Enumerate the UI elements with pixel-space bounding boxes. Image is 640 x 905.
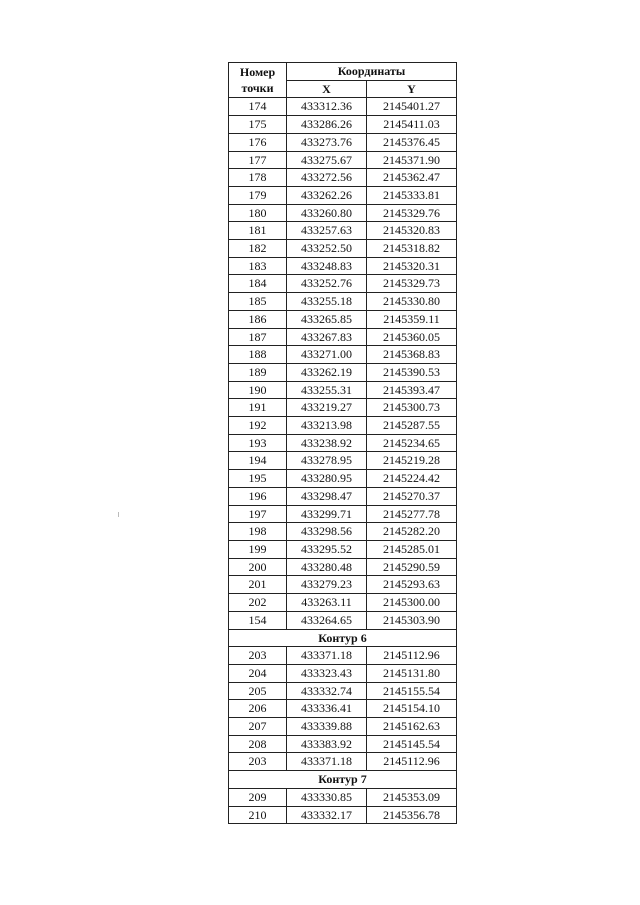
table-row bbox=[229, 98, 457, 116]
y-coordinate-cell: 2145401.27 bbox=[367, 98, 457, 116]
x-coordinate-cell: 433262.19 bbox=[287, 363, 367, 381]
point-number-cell: 178 bbox=[229, 169, 287, 187]
y-coordinate-cell: 2145368.83 bbox=[367, 346, 457, 364]
point-number-cell: 180 bbox=[229, 204, 287, 222]
point-number-cell: 207 bbox=[229, 718, 287, 736]
x-coordinate-cell: 433267.83 bbox=[287, 328, 367, 346]
table-row bbox=[229, 664, 457, 682]
x-coordinate-cell: 433332.17 bbox=[287, 806, 367, 824]
table-row bbox=[229, 310, 457, 328]
x-coordinate-cell: 433278.95 bbox=[287, 452, 367, 470]
y-coordinate-cell: 2145219.28 bbox=[367, 452, 457, 470]
x-coordinate-cell: 433312.36 bbox=[287, 98, 367, 116]
x-coordinate-cell: 433299.71 bbox=[287, 505, 367, 523]
x-coordinate-cell: 433238.92 bbox=[287, 434, 367, 452]
x-coordinate-cell: 433272.56 bbox=[287, 169, 367, 187]
table-row bbox=[229, 169, 457, 187]
table-row bbox=[229, 682, 457, 700]
y-coordinate-cell: 2145303.90 bbox=[367, 611, 457, 629]
table-row bbox=[229, 806, 457, 824]
x-header: X bbox=[287, 80, 367, 98]
table-row bbox=[229, 558, 457, 576]
point-number-cell: 176 bbox=[229, 133, 287, 151]
table-row bbox=[229, 434, 457, 452]
y-coordinate-cell: 2145224.42 bbox=[367, 470, 457, 488]
table-row bbox=[229, 116, 457, 134]
point-number-cell: 204 bbox=[229, 664, 287, 682]
y-coordinate-cell: 2145145.54 bbox=[367, 735, 457, 753]
table-row bbox=[229, 718, 457, 736]
section-label: Контур 7 bbox=[229, 771, 457, 789]
y-coordinate-cell: 2145360.05 bbox=[367, 328, 457, 346]
point-number-cell: 195 bbox=[229, 470, 287, 488]
x-coordinate-cell: 433264.65 bbox=[287, 611, 367, 629]
y-coordinate-cell: 2145329.76 bbox=[367, 204, 457, 222]
y-coordinate-cell: 2145234.65 bbox=[367, 434, 457, 452]
section-row bbox=[229, 771, 457, 789]
point-number-cell: 198 bbox=[229, 523, 287, 541]
point-number-cell: 154 bbox=[229, 611, 287, 629]
x-coordinate-cell: 433219.27 bbox=[287, 399, 367, 417]
x-coordinate-cell: 433286.26 bbox=[287, 116, 367, 134]
x-coordinate-cell: 433295.52 bbox=[287, 540, 367, 558]
y-coordinate-cell: 2145287.55 bbox=[367, 417, 457, 435]
table-row bbox=[229, 222, 457, 240]
y-coordinate-cell: 2145371.90 bbox=[367, 151, 457, 169]
table-row bbox=[229, 735, 457, 753]
table-row bbox=[229, 487, 457, 505]
y-coordinate-cell: 2145270.37 bbox=[367, 487, 457, 505]
section-label: Контур 6 bbox=[229, 629, 457, 647]
table-body bbox=[229, 98, 457, 824]
table-row bbox=[229, 505, 457, 523]
y-coordinate-cell: 2145330.80 bbox=[367, 293, 457, 311]
x-coordinate-cell: 433371.18 bbox=[287, 753, 367, 771]
table-row bbox=[229, 788, 457, 806]
y-coordinate-cell: 2145390.53 bbox=[367, 363, 457, 381]
y-coordinate-cell: 2145329.73 bbox=[367, 275, 457, 293]
x-coordinate-cell: 433339.88 bbox=[287, 718, 367, 736]
y-coordinate-cell: 2145112.96 bbox=[367, 647, 457, 665]
y-coordinate-cell: 2145320.83 bbox=[367, 222, 457, 240]
y-header: Y bbox=[367, 80, 457, 98]
point-number-cell: 205 bbox=[229, 682, 287, 700]
x-coordinate-cell: 433280.95 bbox=[287, 470, 367, 488]
y-coordinate-cell: 2145131.80 bbox=[367, 664, 457, 682]
y-coordinate-cell: 2145282.20 bbox=[367, 523, 457, 541]
y-coordinate-cell: 2145356.78 bbox=[367, 806, 457, 824]
x-coordinate-cell: 433336.41 bbox=[287, 700, 367, 718]
x-coordinate-cell: 433255.18 bbox=[287, 293, 367, 311]
y-coordinate-cell: 2145411.03 bbox=[367, 116, 457, 134]
table-row bbox=[229, 611, 457, 629]
point-number-cell: 202 bbox=[229, 594, 287, 612]
point-number-cell: 210 bbox=[229, 806, 287, 824]
point-number-cell: 193 bbox=[229, 434, 287, 452]
y-coordinate-cell: 2145318.82 bbox=[367, 240, 457, 258]
coordinates-table bbox=[228, 62, 457, 824]
section-row bbox=[229, 629, 457, 647]
table-row bbox=[229, 363, 457, 381]
x-coordinate-cell: 433273.76 bbox=[287, 133, 367, 151]
table-row bbox=[229, 470, 457, 488]
table-row bbox=[229, 700, 457, 718]
point-number-cell: 175 bbox=[229, 116, 287, 134]
table-row bbox=[229, 576, 457, 594]
x-coordinate-cell: 433332.74 bbox=[287, 682, 367, 700]
x-coordinate-cell: 433330.85 bbox=[287, 788, 367, 806]
table-row bbox=[229, 257, 457, 275]
x-coordinate-cell: 433275.67 bbox=[287, 151, 367, 169]
table-row bbox=[229, 647, 457, 665]
y-coordinate-cell: 2145154.10 bbox=[367, 700, 457, 718]
point-number-cell: 177 bbox=[229, 151, 287, 169]
table-row bbox=[229, 204, 457, 222]
point-number-cell: 191 bbox=[229, 399, 287, 417]
y-coordinate-cell: 2145393.47 bbox=[367, 381, 457, 399]
table-row bbox=[229, 399, 457, 417]
table-row bbox=[229, 328, 457, 346]
x-coordinate-cell: 433213.98 bbox=[287, 417, 367, 435]
point-number-cell: 200 bbox=[229, 558, 287, 576]
table-row bbox=[229, 133, 457, 151]
x-coordinate-cell: 433298.47 bbox=[287, 487, 367, 505]
point-number-cell: 208 bbox=[229, 735, 287, 753]
x-coordinate-cell: 433252.50 bbox=[287, 240, 367, 258]
point-number-cell: 186 bbox=[229, 310, 287, 328]
y-coordinate-cell: 2145155.54 bbox=[367, 682, 457, 700]
x-coordinate-cell: 433255.31 bbox=[287, 381, 367, 399]
point-number-cell: 201 bbox=[229, 576, 287, 594]
y-coordinate-cell: 2145320.31 bbox=[367, 257, 457, 275]
x-coordinate-cell: 433252.76 bbox=[287, 275, 367, 293]
y-coordinate-cell: 2145277.78 bbox=[367, 505, 457, 523]
table-row bbox=[229, 186, 457, 204]
y-coordinate-cell: 2145162.63 bbox=[367, 718, 457, 736]
point-number-cell: 188 bbox=[229, 346, 287, 364]
table-row bbox=[229, 240, 457, 258]
x-coordinate-cell: 433262.26 bbox=[287, 186, 367, 204]
x-coordinate-cell: 433279.23 bbox=[287, 576, 367, 594]
point-number-cell: 203 bbox=[229, 647, 287, 665]
point-number-cell: 183 bbox=[229, 257, 287, 275]
table-row bbox=[229, 381, 457, 399]
table-row bbox=[229, 417, 457, 435]
x-coordinate-cell: 433371.18 bbox=[287, 647, 367, 665]
point-number-cell: 179 bbox=[229, 186, 287, 204]
point-number-cell: 182 bbox=[229, 240, 287, 258]
y-coordinate-cell: 2145285.01 bbox=[367, 540, 457, 558]
point-number-cell: 185 bbox=[229, 293, 287, 311]
table-row bbox=[229, 523, 457, 541]
x-coordinate-cell: 433383.92 bbox=[287, 735, 367, 753]
point-number-cell: 199 bbox=[229, 540, 287, 558]
y-coordinate-cell: 2145362.47 bbox=[367, 169, 457, 187]
x-coordinate-cell: 433263.11 bbox=[287, 594, 367, 612]
point-number-cell: 194 bbox=[229, 452, 287, 470]
table-row bbox=[229, 346, 457, 364]
y-coordinate-cell: 2145300.73 bbox=[367, 399, 457, 417]
table-row bbox=[229, 151, 457, 169]
x-coordinate-cell: 433298.56 bbox=[287, 523, 367, 541]
point-number-cell: 174 bbox=[229, 98, 287, 116]
table-row bbox=[229, 293, 457, 311]
y-coordinate-cell: 2145353.09 bbox=[367, 788, 457, 806]
point-number-cell: 203 bbox=[229, 753, 287, 771]
x-coordinate-cell: 433257.63 bbox=[287, 222, 367, 240]
point-number-cell: 197 bbox=[229, 505, 287, 523]
point-number-cell: 181 bbox=[229, 222, 287, 240]
point-number-cell: 209 bbox=[229, 788, 287, 806]
y-coordinate-cell: 2145290.59 bbox=[367, 558, 457, 576]
point-number-cell: 190 bbox=[229, 381, 287, 399]
x-coordinate-cell: 433280.48 bbox=[287, 558, 367, 576]
y-coordinate-cell: 2145300.00 bbox=[367, 594, 457, 612]
x-coordinate-cell: 433265.85 bbox=[287, 310, 367, 328]
point-number-cell: 187 bbox=[229, 328, 287, 346]
table-header bbox=[229, 63, 457, 98]
y-coordinate-cell: 2145293.63 bbox=[367, 576, 457, 594]
point-number-cell: 189 bbox=[229, 363, 287, 381]
point-number-cell: 192 bbox=[229, 417, 287, 435]
x-coordinate-cell: 433271.00 bbox=[287, 346, 367, 364]
point-number-cell: 206 bbox=[229, 700, 287, 718]
coordinates-header: Координаты bbox=[287, 63, 457, 81]
y-coordinate-cell: 2145112.96 bbox=[367, 753, 457, 771]
table-row bbox=[229, 452, 457, 470]
x-coordinate-cell: 433260.80 bbox=[287, 204, 367, 222]
y-coordinate-cell: 2145333.81 bbox=[367, 186, 457, 204]
table-row bbox=[229, 753, 457, 771]
table-row bbox=[229, 594, 457, 612]
point-number-header: Номер точки bbox=[229, 63, 287, 98]
y-coordinate-cell: 2145376.45 bbox=[367, 133, 457, 151]
x-coordinate-cell: 433323.43 bbox=[287, 664, 367, 682]
x-coordinate-cell: 433248.83 bbox=[287, 257, 367, 275]
scan-artifact bbox=[118, 512, 119, 517]
point-number-cell: 184 bbox=[229, 275, 287, 293]
y-coordinate-cell: 2145359.11 bbox=[367, 310, 457, 328]
table-row bbox=[229, 540, 457, 558]
point-number-cell: 196 bbox=[229, 487, 287, 505]
table-row bbox=[229, 275, 457, 293]
